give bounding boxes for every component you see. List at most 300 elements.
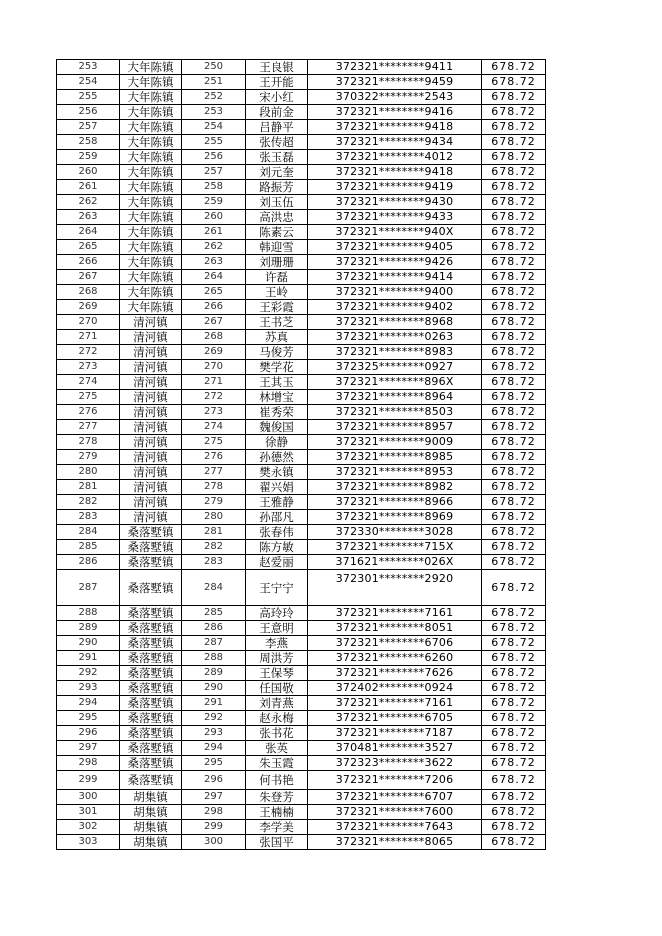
amount-cell: 678.72 (482, 771, 546, 790)
person-number-cell: 274 (182, 420, 246, 435)
table-body (57, 60, 546, 850)
table-row (57, 790, 546, 805)
amount-cell: 678.72 (482, 165, 546, 180)
name-cell: 何书艳 (246, 771, 308, 790)
person-number-cell: 277 (182, 465, 246, 480)
id-number-cell: 372325********0927 (308, 360, 482, 375)
town-cell: 清河镇 (120, 450, 182, 465)
row-index-cell: 255 (57, 90, 120, 105)
amount-cell: 678.72 (482, 480, 546, 495)
id-number-cell: 372321********9459 (308, 75, 482, 90)
name-cell: 林增宝 (246, 390, 308, 405)
id-number-cell: 372321********9419 (308, 180, 482, 195)
name-cell: 王岭 (246, 285, 308, 300)
town-cell: 清河镇 (120, 480, 182, 495)
table-row (57, 390, 546, 405)
town-cell: 大年陈镇 (120, 165, 182, 180)
name-cell: 张英 (246, 741, 308, 756)
row-index-cell: 261 (57, 180, 120, 195)
name-cell: 樊永镇 (246, 465, 308, 480)
name-cell: 周洪芳 (246, 651, 308, 666)
id-number-cell: 372321********7161 (308, 696, 482, 711)
row-index-cell: 294 (57, 696, 120, 711)
town-cell: 大年陈镇 (120, 195, 182, 210)
table-row (57, 225, 546, 240)
row-index-cell: 265 (57, 240, 120, 255)
row-index-cell: 286 (57, 555, 120, 570)
name-cell: 王楠楠 (246, 805, 308, 820)
person-number-cell: 261 (182, 225, 246, 240)
name-cell: 路振芳 (246, 180, 308, 195)
amount-cell: 678.72 (482, 510, 546, 525)
table-row (57, 270, 546, 285)
table-row (57, 606, 546, 621)
person-number-cell: 271 (182, 375, 246, 390)
town-cell: 清河镇 (120, 375, 182, 390)
name-cell: 王良银 (246, 60, 308, 75)
name-cell: 张传超 (246, 135, 308, 150)
person-number-cell: 258 (182, 180, 246, 195)
table-row (57, 105, 546, 120)
row-index-cell: 284 (57, 525, 120, 540)
town-cell: 大年陈镇 (120, 60, 182, 75)
row-index-cell: 289 (57, 621, 120, 636)
town-cell: 大年陈镇 (120, 210, 182, 225)
id-number-cell: 372321********9414 (308, 270, 482, 285)
table-row (57, 165, 546, 180)
amount-cell: 678.72 (482, 405, 546, 420)
amount-cell: 678.72 (482, 240, 546, 255)
table-row (57, 150, 546, 165)
town-cell: 大年陈镇 (120, 120, 182, 135)
table-row (57, 195, 546, 210)
person-number-cell: 298 (182, 805, 246, 820)
name-cell: 魏俊国 (246, 420, 308, 435)
id-number-cell: 372321********8964 (308, 390, 482, 405)
id-number-cell: 372330********3028 (308, 525, 482, 540)
table-row (57, 495, 546, 510)
table-row (57, 180, 546, 195)
amount-cell: 678.72 (482, 390, 546, 405)
person-number-cell: 300 (182, 835, 246, 850)
person-number-cell: 253 (182, 105, 246, 120)
row-index-cell: 276 (57, 405, 120, 420)
town-cell: 桑落墅镇 (120, 606, 182, 621)
town-cell: 清河镇 (120, 495, 182, 510)
town-cell: 桑落墅镇 (120, 525, 182, 540)
id-number-cell: 372402********0924 (308, 681, 482, 696)
person-number-cell: 252 (182, 90, 246, 105)
table-row (57, 300, 546, 315)
amount-cell: 678.72 (482, 555, 546, 570)
table-row (57, 480, 546, 495)
town-cell: 桑落墅镇 (120, 771, 182, 790)
id-number-cell: 372321********8966 (308, 495, 482, 510)
id-number-cell: 370322********2543 (308, 90, 482, 105)
amount-cell: 678.72 (482, 225, 546, 240)
row-index-cell: 298 (57, 756, 120, 771)
row-index-cell: 301 (57, 805, 120, 820)
person-number-cell: 265 (182, 285, 246, 300)
person-number-cell: 256 (182, 150, 246, 165)
person-number-cell: 250 (182, 60, 246, 75)
name-cell: 王书芝 (246, 315, 308, 330)
id-number-cell: 372321********9434 (308, 135, 482, 150)
person-number-cell: 266 (182, 300, 246, 315)
name-cell: 高玲玲 (246, 606, 308, 621)
town-cell: 清河镇 (120, 345, 182, 360)
person-number-cell: 264 (182, 270, 246, 285)
person-number-cell: 262 (182, 240, 246, 255)
name-cell: 苏真 (246, 330, 308, 345)
id-number-cell: 372321********6706 (308, 636, 482, 651)
table-row (57, 510, 546, 525)
table-row (57, 666, 546, 681)
id-number-cell: 372321********7643 (308, 820, 482, 835)
row-index-cell: 275 (57, 390, 120, 405)
id-number-cell: 372321********7206 (308, 771, 482, 790)
amount-cell: 678.72 (482, 270, 546, 285)
id-number-cell: 372323********3622 (308, 756, 482, 771)
row-index-cell: 267 (57, 270, 120, 285)
row-index-cell: 256 (57, 105, 120, 120)
row-index-cell: 297 (57, 741, 120, 756)
id-number-cell: 372321********6707 (308, 790, 482, 805)
person-number-cell: 291 (182, 696, 246, 711)
name-cell: 高洪忠 (246, 210, 308, 225)
town-cell: 大年陈镇 (120, 75, 182, 90)
table-row (57, 525, 546, 540)
table-row (57, 210, 546, 225)
person-number-cell: 285 (182, 606, 246, 621)
person-number-cell: 273 (182, 405, 246, 420)
town-cell: 大年陈镇 (120, 270, 182, 285)
person-number-cell: 254 (182, 120, 246, 135)
town-cell: 桑落墅镇 (120, 741, 182, 756)
id-number-cell: 372321********4012 (308, 150, 482, 165)
town-cell: 桑落墅镇 (120, 696, 182, 711)
name-cell: 王彩霞 (246, 300, 308, 315)
amount-cell: 678.72 (482, 330, 546, 345)
town-cell: 桑落墅镇 (120, 681, 182, 696)
row-index-cell: 288 (57, 606, 120, 621)
id-number-cell: 370481********3527 (308, 741, 482, 756)
amount-cell: 678.72 (482, 756, 546, 771)
row-index-cell: 293 (57, 681, 120, 696)
name-cell: 王开能 (246, 75, 308, 90)
row-index-cell: 278 (57, 435, 120, 450)
table-row (57, 465, 546, 480)
id-number-cell: 372321********8985 (308, 450, 482, 465)
row-index-cell: 291 (57, 651, 120, 666)
name-cell: 宋小红 (246, 90, 308, 105)
town-cell: 清河镇 (120, 435, 182, 450)
person-number-cell: 299 (182, 820, 246, 835)
amount-cell: 678.72 (482, 465, 546, 480)
id-number-cell: 372321********7600 (308, 805, 482, 820)
person-number-cell: 259 (182, 195, 246, 210)
table-row (57, 75, 546, 90)
table-row (57, 835, 546, 850)
name-cell: 陈方敏 (246, 540, 308, 555)
table-row (57, 555, 546, 570)
id-number-cell: 372321********7161 (308, 606, 482, 621)
amount-cell: 678.72 (482, 345, 546, 360)
name-cell: 陈素云 (246, 225, 308, 240)
town-cell: 桑落墅镇 (120, 756, 182, 771)
row-index-cell: 264 (57, 225, 120, 240)
id-number-cell: 372321********8051 (308, 621, 482, 636)
person-number-cell: 275 (182, 435, 246, 450)
amount-cell: 678.72 (482, 790, 546, 805)
person-number-cell: 283 (182, 555, 246, 570)
amount-cell: 678.72 (482, 435, 546, 450)
beneficiary-table (56, 59, 546, 850)
name-cell: 孙德然 (246, 450, 308, 465)
table-row (57, 540, 546, 555)
id-number-cell: 372321********9426 (308, 255, 482, 270)
amount-cell: 678.72 (482, 726, 546, 741)
amount-cell: 678.72 (482, 300, 546, 315)
row-index-cell: 266 (57, 255, 120, 270)
name-cell: 王其玉 (246, 375, 308, 390)
name-cell: 张国平 (246, 835, 308, 850)
table-row (57, 726, 546, 741)
amount-cell: 678.72 (482, 360, 546, 375)
table-row (57, 60, 546, 75)
name-cell: 张书花 (246, 726, 308, 741)
row-index-cell: 285 (57, 540, 120, 555)
id-number-cell: 372321********8503 (308, 405, 482, 420)
person-number-cell: 257 (182, 165, 246, 180)
id-number-cell: 372321********6260 (308, 651, 482, 666)
row-index-cell: 295 (57, 711, 120, 726)
table-row (57, 450, 546, 465)
amount-cell: 678.72 (482, 180, 546, 195)
amount-cell: 678.72 (482, 606, 546, 621)
town-cell: 清河镇 (120, 465, 182, 480)
person-number-cell: 276 (182, 450, 246, 465)
town-cell: 桑落墅镇 (120, 651, 182, 666)
amount-cell: 678.72 (482, 495, 546, 510)
amount-cell: 678.72 (482, 375, 546, 390)
table-row (57, 240, 546, 255)
name-cell: 段前金 (246, 105, 308, 120)
amount-cell: 678.72 (482, 820, 546, 835)
table-row (57, 420, 546, 435)
town-cell: 大年陈镇 (120, 180, 182, 195)
town-cell: 桑落墅镇 (120, 540, 182, 555)
amount-cell: 678.72 (482, 666, 546, 681)
table-row (57, 805, 546, 820)
id-number-cell: 372321********896X (308, 375, 482, 390)
amount-cell: 678.72 (482, 315, 546, 330)
id-number-cell: 372321********715X (308, 540, 482, 555)
id-number-cell: 372321********9009 (308, 435, 482, 450)
amount-cell: 678.72 (482, 90, 546, 105)
person-number-cell: 287 (182, 636, 246, 651)
town-cell: 大年陈镇 (120, 105, 182, 120)
row-index-cell: 273 (57, 360, 120, 375)
town-cell: 大年陈镇 (120, 300, 182, 315)
row-index-cell: 268 (57, 285, 120, 300)
town-cell: 清河镇 (120, 405, 182, 420)
person-number-cell: 267 (182, 315, 246, 330)
row-index-cell: 253 (57, 60, 120, 75)
table-row (57, 681, 546, 696)
row-index-cell: 262 (57, 195, 120, 210)
amount-cell: 678.72 (482, 570, 546, 606)
id-number-cell: 372321********8982 (308, 480, 482, 495)
table-row (57, 696, 546, 711)
table-row (57, 135, 546, 150)
person-number-cell: 290 (182, 681, 246, 696)
name-cell: 马俊芳 (246, 345, 308, 360)
row-index-cell: 270 (57, 315, 120, 330)
row-index-cell: 274 (57, 375, 120, 390)
table-row (57, 651, 546, 666)
id-number-cell: 372321********940X (308, 225, 482, 240)
table-row (57, 756, 546, 771)
person-number-cell: 272 (182, 390, 246, 405)
name-cell: 张春伟 (246, 525, 308, 540)
amount-cell: 678.72 (482, 525, 546, 540)
id-number-cell: 372321********9402 (308, 300, 482, 315)
row-index-cell: 259 (57, 150, 120, 165)
town-cell: 大年陈镇 (120, 255, 182, 270)
town-cell: 桑落墅镇 (120, 666, 182, 681)
row-index-cell: 283 (57, 510, 120, 525)
row-index-cell: 300 (57, 790, 120, 805)
name-cell: 王雅静 (246, 495, 308, 510)
name-cell: 刘青燕 (246, 696, 308, 711)
amount-cell: 678.72 (482, 711, 546, 726)
table-row (57, 636, 546, 651)
amount-cell: 678.72 (482, 75, 546, 90)
person-number-cell: 286 (182, 621, 246, 636)
amount-cell: 678.72 (482, 150, 546, 165)
id-number-cell: 371621********026X (308, 555, 482, 570)
name-cell: 刘元奎 (246, 165, 308, 180)
table-row (57, 741, 546, 756)
table-row (57, 820, 546, 835)
table-row (57, 285, 546, 300)
person-number-cell: 297 (182, 790, 246, 805)
row-index-cell: 282 (57, 495, 120, 510)
person-number-cell: 280 (182, 510, 246, 525)
id-number-cell: 372321********9418 (308, 165, 482, 180)
id-number-cell: 372321********9400 (308, 285, 482, 300)
amount-cell: 678.72 (482, 105, 546, 120)
amount-cell: 678.72 (482, 285, 546, 300)
id-number-cell: 372321********8983 (308, 345, 482, 360)
name-cell: 王意明 (246, 621, 308, 636)
town-cell: 大年陈镇 (120, 150, 182, 165)
row-index-cell: 302 (57, 820, 120, 835)
name-cell: 任国敬 (246, 681, 308, 696)
table-row (57, 90, 546, 105)
town-cell: 桑落墅镇 (120, 726, 182, 741)
person-number-cell: 284 (182, 570, 246, 606)
town-cell: 大年陈镇 (120, 90, 182, 105)
table-row (57, 330, 546, 345)
amount-cell: 678.72 (482, 621, 546, 636)
row-index-cell: 260 (57, 165, 120, 180)
name-cell: 吕静平 (246, 120, 308, 135)
amount-cell: 678.72 (482, 805, 546, 820)
person-number-cell: 268 (182, 330, 246, 345)
row-index-cell: 287 (57, 570, 120, 606)
id-number-cell: 372321********0263 (308, 330, 482, 345)
row-index-cell: 254 (57, 75, 120, 90)
person-number-cell: 292 (182, 711, 246, 726)
person-number-cell: 281 (182, 525, 246, 540)
amount-cell: 678.72 (482, 835, 546, 850)
row-index-cell: 257 (57, 120, 120, 135)
id-number-cell: 372301********2920 (308, 570, 482, 606)
row-index-cell: 271 (57, 330, 120, 345)
name-cell: 崔秀荣 (246, 405, 308, 420)
id-number-cell: 372321********6705 (308, 711, 482, 726)
table-row (57, 621, 546, 636)
person-number-cell: 278 (182, 480, 246, 495)
table-row (57, 570, 546, 606)
row-index-cell: 280 (57, 465, 120, 480)
row-index-cell: 303 (57, 835, 120, 850)
table-row (57, 255, 546, 270)
table-row (57, 375, 546, 390)
town-cell: 清河镇 (120, 315, 182, 330)
town-cell: 桑落墅镇 (120, 570, 182, 606)
name-cell: 王宁宁 (246, 570, 308, 606)
person-number-cell: 294 (182, 741, 246, 756)
town-cell: 大年陈镇 (120, 135, 182, 150)
id-number-cell: 372321********8969 (308, 510, 482, 525)
person-number-cell: 270 (182, 360, 246, 375)
name-cell: 许磊 (246, 270, 308, 285)
person-number-cell: 251 (182, 75, 246, 90)
row-index-cell: 290 (57, 636, 120, 651)
person-number-cell: 269 (182, 345, 246, 360)
id-number-cell: 372321********7187 (308, 726, 482, 741)
name-cell: 刘玉伍 (246, 195, 308, 210)
town-cell: 胡集镇 (120, 805, 182, 820)
amount-cell: 678.72 (482, 195, 546, 210)
row-index-cell: 296 (57, 726, 120, 741)
name-cell: 张玉磊 (246, 150, 308, 165)
name-cell: 韩迎雪 (246, 240, 308, 255)
amount-cell: 678.72 (482, 741, 546, 756)
amount-cell: 678.72 (482, 651, 546, 666)
id-number-cell: 372321********9433 (308, 210, 482, 225)
row-index-cell: 258 (57, 135, 120, 150)
table-row (57, 360, 546, 375)
id-number-cell: 372321********9416 (308, 105, 482, 120)
id-number-cell: 372321********8953 (308, 465, 482, 480)
town-cell: 桑落墅镇 (120, 621, 182, 636)
row-index-cell: 279 (57, 450, 120, 465)
town-cell: 桑落墅镇 (120, 711, 182, 726)
id-number-cell: 372321********7626 (308, 666, 482, 681)
row-index-cell: 269 (57, 300, 120, 315)
town-cell: 桑落墅镇 (120, 636, 182, 651)
table-row (57, 711, 546, 726)
name-cell: 李燕 (246, 636, 308, 651)
name-cell: 朱玉霞 (246, 756, 308, 771)
name-cell: 徐静 (246, 435, 308, 450)
row-index-cell: 281 (57, 480, 120, 495)
id-number-cell: 372321********9430 (308, 195, 482, 210)
